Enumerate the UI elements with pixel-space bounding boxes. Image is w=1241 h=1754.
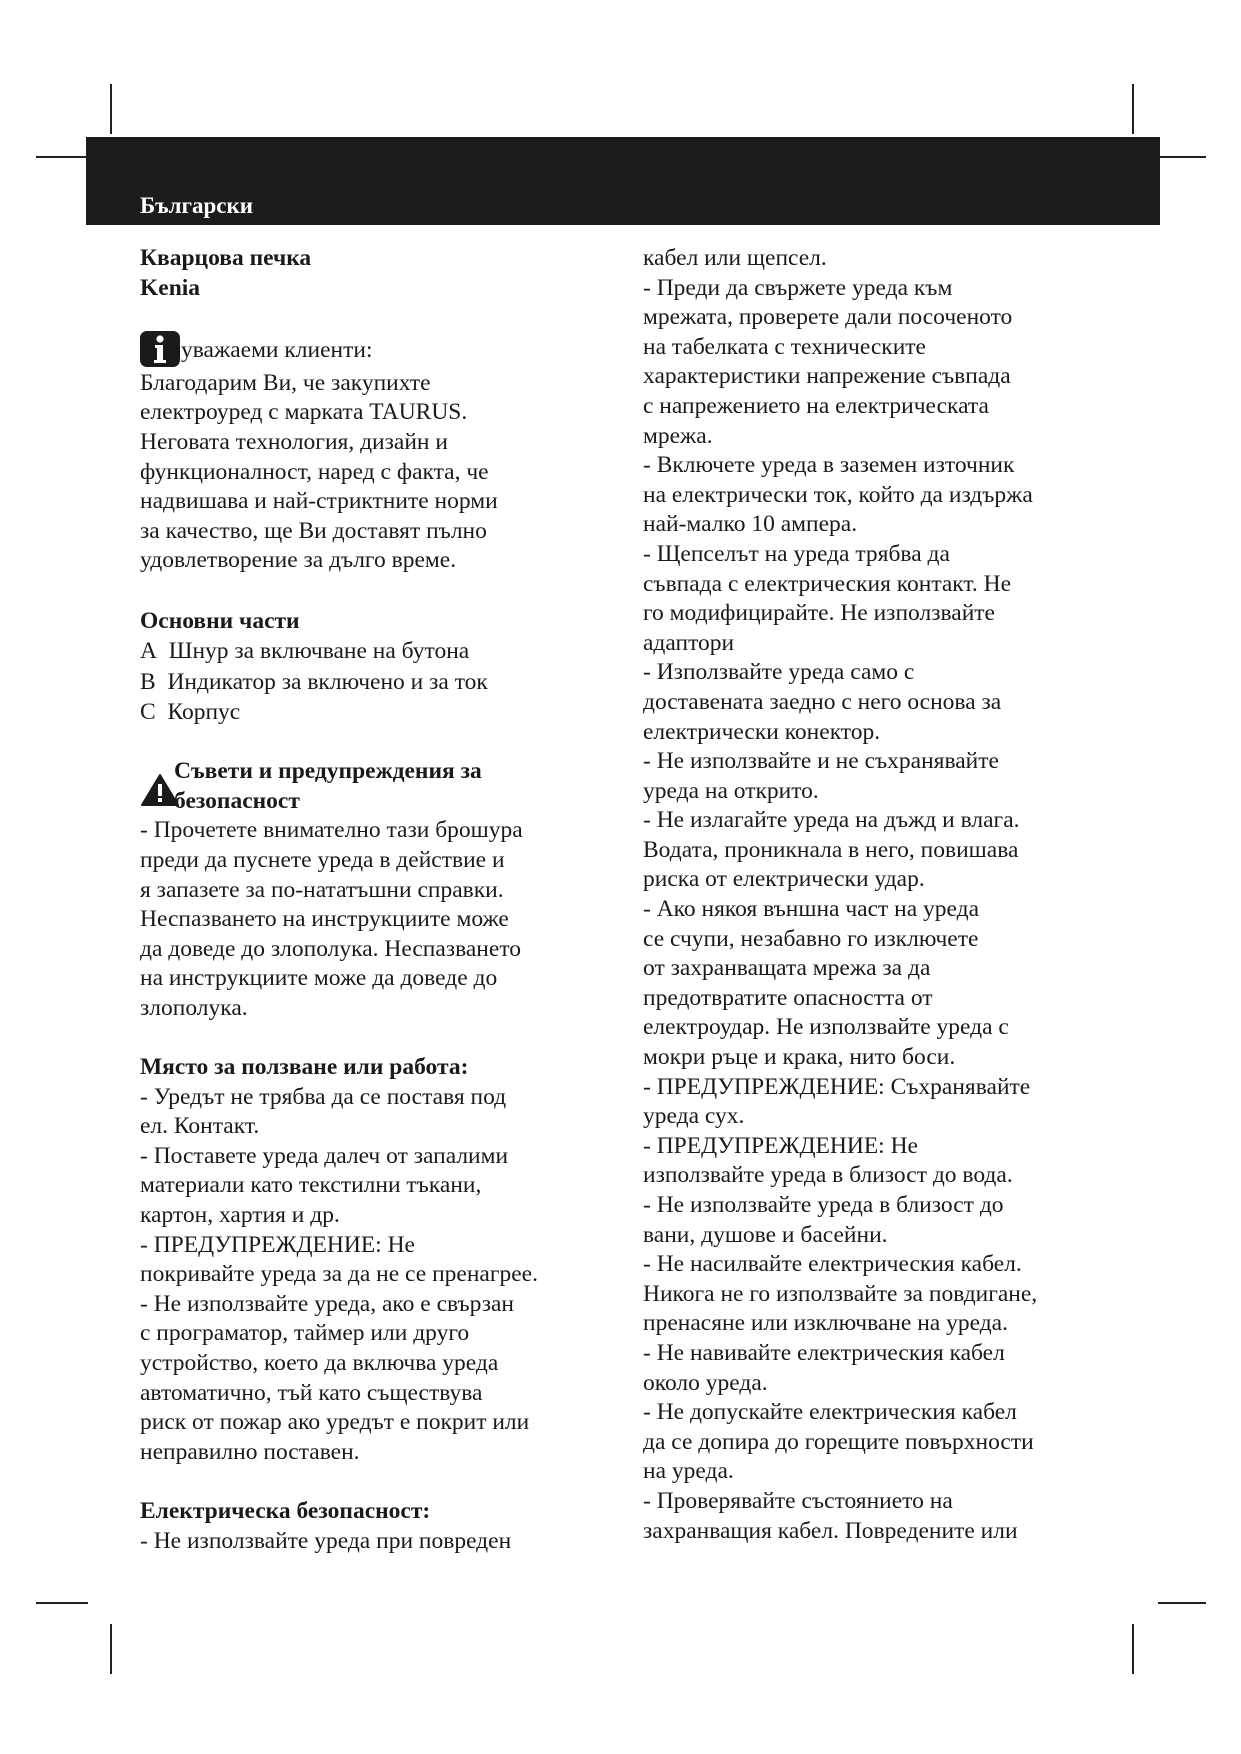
crop-mark-top-right-horizontal <box>1158 156 1206 158</box>
safety-heading-block <box>140 757 610 816</box>
warning-icon <box>140 773 180 807</box>
usage-line: - ПРЕДУПРЕЖДЕНИЕ: Не <box>140 1231 415 1258</box>
right-line: - Проверявайте състоянието на <box>643 1487 953 1514</box>
usage-line: с програматор, таймер или друго <box>140 1320 470 1347</box>
right-line: на табелката с техническите <box>643 333 926 360</box>
parts-section <box>140 606 610 728</box>
usage-line: покривайте уреда за да не се пренагрее. <box>140 1261 538 1288</box>
product-title: Кварцова печка <box>140 245 312 271</box>
right-line: с напрежението на електрическата <box>643 392 989 419</box>
language-label: Български <box>140 193 253 218</box>
parts-heading: Основни части <box>140 607 300 634</box>
intro-line: електроуред с марката TAURUS. <box>140 399 468 426</box>
part-letter: A <box>140 638 157 665</box>
safety-line: на инструкциите може да доведе до <box>140 965 498 992</box>
crop-mark-bottom-left-horizontal <box>36 1602 88 1604</box>
right-line: уреда на открито. <box>643 777 819 804</box>
right-line: се счупи, незабавно го изключете <box>643 925 979 952</box>
right-line: Водата, проникнала в него, повишава <box>643 836 1019 863</box>
right-line: на уреда. <box>643 1458 734 1485</box>
right-line: доставената заедно с него основа за <box>643 688 1002 715</box>
left-column <box>140 244 610 1556</box>
electrical-line: - Не използвайте уреда при повреден <box>140 1527 512 1554</box>
right-line: - Преди да свържете уреда към <box>643 274 953 301</box>
intro-greeting <box>140 333 610 369</box>
right-line: Никога не го използвайте за повдигане, <box>643 1280 1038 1307</box>
right-line: - Не навивайте електрическия кабел <box>643 1339 1005 1366</box>
crop-mark-bottom-right-vertical <box>1132 1624 1134 1674</box>
right-line: - Не допускайте електрическия кабел <box>643 1399 1017 1426</box>
usage-line: неправилно поставен. <box>140 1438 360 1465</box>
crop-mark-top-right-vertical <box>1132 84 1134 134</box>
safety-heading-line: Съвети и предупреждения за <box>174 758 482 785</box>
safety-line: я запазете за по-нататъшни справки. <box>140 876 504 903</box>
intro-greeting-text: уважаеми клиенти: <box>181 336 373 363</box>
right-line: мокри ръце и крака, нито боси. <box>643 1044 956 1071</box>
usage-line: - Не използвайте уреда, ако е свързан <box>140 1290 514 1317</box>
right-line: - Включете уреда в заземен източник <box>643 452 1015 479</box>
language-header-bar <box>86 137 1160 225</box>
usage-line: устройство, което да включва уреда <box>140 1350 499 1376</box>
crop-mark-bottom-right-horizontal <box>1158 1602 1206 1604</box>
right-line: - ПРЕДУПРЕЖДЕНИЕ: Не <box>643 1132 918 1159</box>
part-item <box>140 667 610 698</box>
part-letter: C <box>140 699 156 726</box>
product-model: Kenia <box>140 274 201 301</box>
safety-line: преди да пуснете уреда в действие и <box>140 846 505 873</box>
right-line: използвайте уреда в близост до вода. <box>643 1162 1013 1189</box>
usage-line: ел. Контакт. <box>140 1113 260 1140</box>
right-line: - Щепселът на уреда трябва да <box>643 540 950 567</box>
right-line: вани, душове и басейни. <box>643 1221 888 1248</box>
right-line: около уреда. <box>643 1369 768 1396</box>
safety-line: злополука. <box>140 994 248 1021</box>
part-label: Корпус <box>167 699 241 726</box>
intro-section <box>140 333 610 576</box>
right-line: мрежа. <box>643 422 713 449</box>
safety-text <box>140 816 610 1023</box>
right-line: електрически конектор. <box>643 718 881 745</box>
right-line: предотвратите опасността от <box>643 984 933 1011</box>
usage-heading: Място за ползване или работа: <box>140 1054 469 1081</box>
safety-line: да доведе до злополука. Неспазването <box>140 935 522 962</box>
info-icon <box>140 331 180 367</box>
safety-heading-line: безопасност <box>174 787 300 814</box>
right-line: съвпада с електрическия контакт. Не <box>643 570 1012 597</box>
usage-line: - Уредът не трябва да се поставя под <box>140 1083 507 1110</box>
right-line: го модифицирайте. Не използвайте <box>643 600 995 627</box>
right-line: от захранващата мрежа за да <box>643 955 931 982</box>
safety-line: Неспазването на инструкциите може <box>140 906 509 933</box>
usage-section <box>140 1053 610 1467</box>
right-line: - Използвайте уреда само с <box>643 659 915 686</box>
right-line: на електрически ток, който да издържа <box>643 481 1033 508</box>
right-line: - Не използвайте уреда в близост до <box>643 1192 1004 1218</box>
part-item <box>140 636 610 667</box>
part-label: Шнур за включване на бутона <box>168 638 470 665</box>
crop-mark-top-left-vertical <box>110 84 112 134</box>
right-line: риска от електрически удар. <box>643 866 925 893</box>
intro-line: функционалност, наред с факта, че <box>140 458 489 485</box>
right-line: адаптори <box>643 629 735 656</box>
usage-line: материали като текстилни тъкани, <box>140 1172 482 1199</box>
crop-mark-bottom-left-vertical <box>110 1624 112 1674</box>
right-line: - Не насилвайте електрическия кабел. <box>643 1251 1022 1278</box>
right-line: мрежата, проверете дали посоченото <box>643 304 1013 331</box>
intro-line: удовлетворение за дълго време. <box>140 547 457 574</box>
right-line: - Ако някоя външна част на уреда <box>643 896 980 923</box>
part-label: Индикатор за включено и за ток <box>167 668 488 695</box>
electrical-heading: Електрическа безопасност: <box>140 1497 431 1524</box>
electrical-section <box>140 1497 610 1556</box>
part-item <box>140 697 610 728</box>
right-line: уреда сух. <box>643 1103 745 1130</box>
right-line: - ПРЕДУПРЕЖДЕНИЕ: Съхранявайте <box>643 1073 1031 1100</box>
intro-line: Неговата технология, дизайн и <box>140 428 448 455</box>
usage-line: риск от пожар ако уредът е покрит или <box>140 1409 530 1436</box>
usage-line: автоматично, тъй като съществува <box>140 1379 483 1406</box>
safety-line: - Прочетете внимателно тази брошура <box>140 817 523 844</box>
part-letter: B <box>140 668 156 695</box>
intro-line: Благодарим Ви, че закупихте <box>140 369 431 396</box>
right-column <box>643 244 1113 1546</box>
usage-line: картон, хартия и др. <box>140 1202 340 1229</box>
right-line: - Не използвайте и не съхранявайте <box>643 748 999 775</box>
right-line: електроудар. Не използвайте уреда с <box>643 1014 1009 1041</box>
right-line: да се допира до горещите повърхности <box>643 1428 1034 1455</box>
right-line: - Не излагайте уреда на дъжд и влага. <box>643 807 1020 834</box>
right-line: кабел или щепсел. <box>643 245 827 271</box>
right-line: захранващия кабел. Повредените или <box>643 1517 1018 1544</box>
right-line: пренасяне или изключване на уреда. <box>643 1310 1008 1337</box>
right-line: най-малко 10 ампера. <box>643 511 858 538</box>
usage-line: - Поставете уреда далеч от запалими <box>140 1142 509 1169</box>
right-line: характеристики напрежение съвпада <box>643 363 1011 390</box>
intro-line: за качество, ще Ви доставят пълно <box>140 517 487 544</box>
intro-line: надвишава и най-стриктните норми <box>140 488 498 515</box>
crop-mark-top-left-horizontal <box>36 156 88 158</box>
